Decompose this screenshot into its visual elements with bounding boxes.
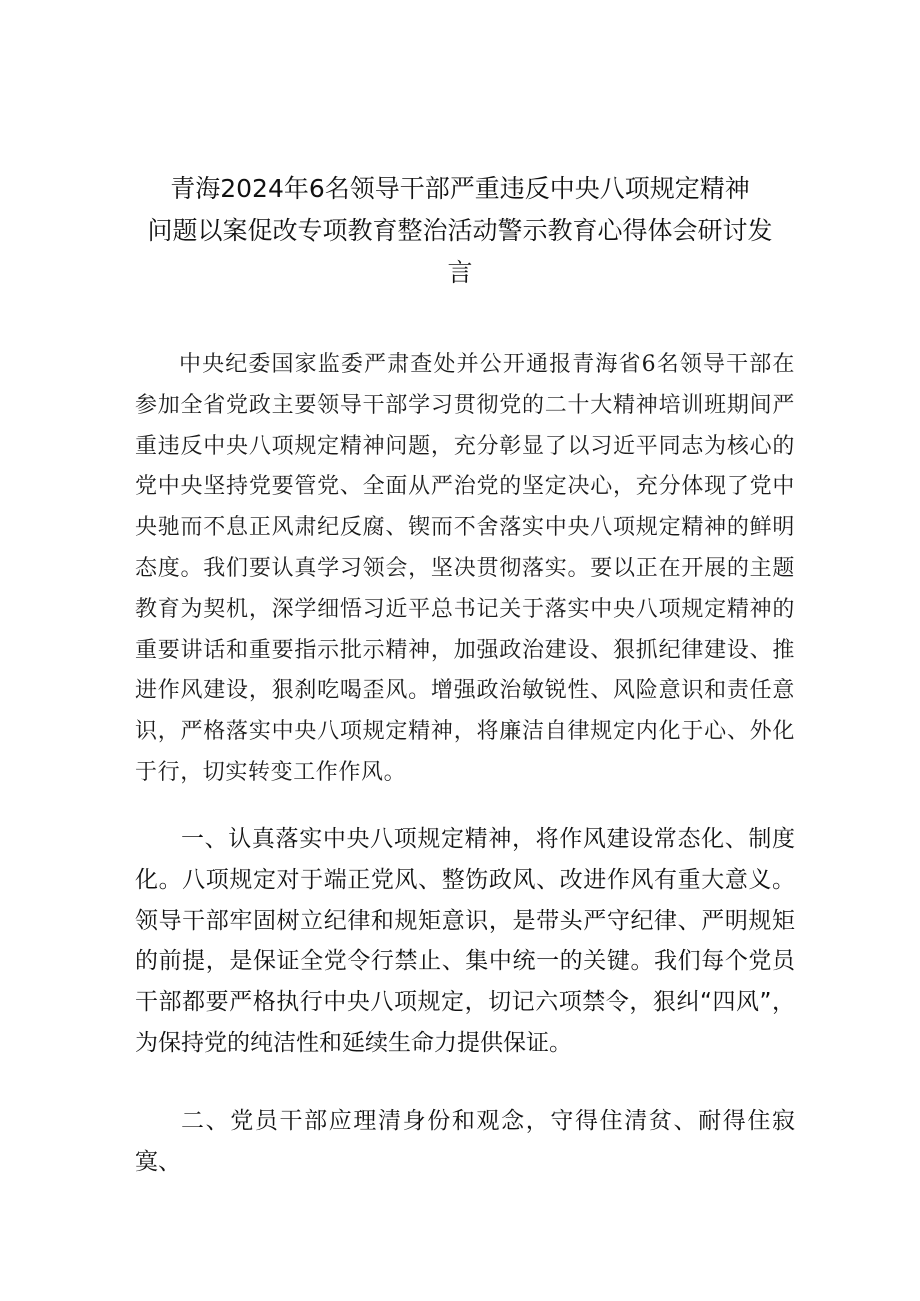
intro-paragraph: 中央纪委国家监委严肃查处并公开通报青海省6名领导干部在参加全省党政主要领导干部学习贯彻党的二十大精神培训班期间严重违反中央八项规定精神问题，充分彰显了以习近平同志为核心的党中央坚持党要管党、全面从严治党的坚定决心，充分体现了党中央驰而不息正风肃纪反腐、锲而不舍落实中央八项规定精神的鲜明态度。我们要认真学习领会，坚决贯彻落实。要以正在开展的主题教育为契机，深学细悟习近平总书记关于落实中央八项规定精神的重要讲话和重要指示批示精神，加强政治建设、狠抓纪律建设、推进作风建设，狠刹吃喝歪风。增强政治敏锐性、风险意识和责任意识，严格落实中央八项规定精神，将廉洁自律规定内化于心、外化于行，切实转变工作作风。 <box>135 352 795 785</box>
document-title <box>120 168 800 294</box>
title-line-2: 问题以案促改专项教育整治活动警示教育心得体会研讨发 <box>147 216 773 245</box>
section-two-paragraph: 二、党员干部应理清身份和观念，守得住清贫、耐得住寂寞、 <box>135 1108 795 1175</box>
title-line-1: 青海2024年6名领导干部严重违反中央八项规定精神 <box>170 174 750 203</box>
section-one-paragraph: 一、认真落实中央八项规定精神，将作风建设常态化、制度化。八项规定对于端正党风、整饬政风、改进作风有重大意义。领导干部牢固树立纪律和规矩意识，是带头严守纪律、严明规矩的前提，是保证全党令行禁止、集中统一的关键。我们每个党员干部都要严格执行中央八项规定，切记六项禁令，狠纠“四风”，为保持党的纯洁性和延续生命力提供保证。 <box>135 826 795 1056</box>
title-line-3: 言 <box>447 258 473 287</box>
